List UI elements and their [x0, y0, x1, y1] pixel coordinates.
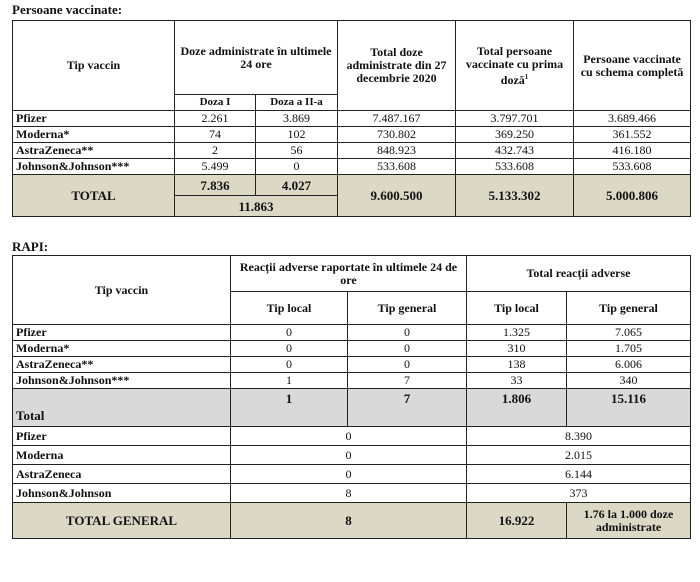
local-total-value: 33 — [467, 373, 567, 389]
local-24h-value: 1 — [231, 373, 348, 389]
table-row — [13, 484, 691, 503]
total-general-24h: 7 — [348, 389, 467, 427]
total-label: Total — [13, 389, 231, 427]
dose2-value: 0 — [256, 159, 338, 175]
dose2-value: 3.869 — [256, 111, 338, 127]
general-total-value: 340 — [567, 373, 691, 389]
reactions-total-value: 2.015 — [467, 446, 691, 465]
vaccine-name: Pfizer — [13, 325, 231, 341]
col-header-complete-scheme: Persoane vaccinate cu schema completă — [574, 21, 691, 111]
total-doses-sum: 9.600.500 — [338, 175, 456, 217]
vaccine-name: Pfizer — [13, 111, 175, 127]
first-dose-value: 369.250 — [456, 127, 574, 143]
table-row — [13, 159, 691, 175]
local-24h-value: 0 — [231, 341, 348, 357]
dose1-value: 74 — [175, 127, 256, 143]
vaccine-name: Moderna — [13, 446, 231, 465]
total-general-24h: 8 — [231, 503, 467, 539]
total-first-dose: 5.133.302 — [456, 175, 574, 217]
col-header-general-24h: Tip general — [348, 292, 467, 325]
general-total-value: 1.705 — [567, 341, 691, 357]
vaccinated-table — [12, 20, 691, 217]
general-24h-value: 0 — [348, 341, 467, 357]
col-header-total-reactions: Total reacții adverse — [467, 256, 691, 292]
reactions-total-value: 6.144 — [467, 465, 691, 484]
general-total-value: 6.006 — [567, 357, 691, 373]
total-local-total: 1.806 — [467, 389, 567, 427]
reactions-total-value: 373 — [467, 484, 691, 503]
table-row — [13, 446, 691, 465]
col-header-dose-2: Doza a II-a — [256, 95, 338, 111]
total-general-total: 15.116 — [567, 389, 691, 427]
total-local-24h: 1 — [231, 389, 348, 427]
total-general-row — [13, 503, 691, 539]
total-general-sum: 16.922 — [467, 503, 567, 539]
table-row — [13, 111, 691, 127]
table-row — [13, 373, 691, 389]
first-dose-value: 432.743 — [456, 143, 574, 159]
rapi-section-title: RAPI: — [12, 239, 49, 254]
reactions-total-value: 8.390 — [467, 427, 691, 446]
col-header-doses-24h: Doze administrate în ultimele 24 ore — [175, 21, 338, 95]
local-total-value: 310 — [467, 341, 567, 357]
complete-value: 416.180 — [574, 143, 691, 159]
total-dose2: 4.027 — [256, 175, 338, 196]
local-24h-value: 0 — [231, 357, 348, 373]
total-24h-sum: 11.863 — [175, 196, 338, 217]
vaccine-name: AstraZeneca — [13, 465, 231, 484]
first-dose-value: 533.608 — [456, 159, 574, 175]
total-doses-value: 730.802 — [338, 127, 456, 143]
general-24h-value: 7 — [348, 373, 467, 389]
dose1-value: 5.499 — [175, 159, 256, 175]
vaccine-name: Moderna* — [13, 127, 175, 143]
total-general-rate: 1.76 la 1.000 doze administrate — [567, 503, 691, 539]
total-doses-value: 848.923 — [338, 143, 456, 159]
adverse-reactions-table — [12, 255, 691, 539]
total-general-label: TOTAL GENERAL — [13, 503, 231, 539]
dose1-value: 2.261 — [175, 111, 256, 127]
total-row — [13, 389, 691, 427]
total-complete: 5.000.806 — [574, 175, 691, 217]
col-header-vaccine-type: Tip vaccin — [13, 21, 175, 111]
header-row — [13, 256, 691, 292]
col-header-local-24h: Tip local — [231, 292, 348, 325]
total-doses-value: 533.608 — [338, 159, 456, 175]
col-header-first-dose: Total persoane vaccinate cu prima doză$^1$ — [456, 21, 574, 111]
col-header-general-total: Tip general — [567, 292, 691, 325]
local-total-value: 138 — [467, 357, 567, 373]
total-label: TOTAL — [13, 175, 175, 217]
col-header-vaccine-type: Tip vaccin — [13, 256, 231, 325]
local-total-value: 1.325 — [467, 325, 567, 341]
dose2-value: 56 — [256, 143, 338, 159]
col-header-dose-1: Doza I — [175, 95, 256, 111]
reactions-24h-value: 0 — [231, 427, 467, 446]
total-doses-value: 7.487.167 — [338, 111, 456, 127]
col-header-local-total: Tip local — [467, 292, 567, 325]
complete-value: 361.552 — [574, 127, 691, 143]
complete-value: 3.689.466 — [574, 111, 691, 127]
header-row — [13, 21, 691, 95]
dose1-value: 2 — [175, 143, 256, 159]
general-24h-value: 0 — [348, 325, 467, 341]
col-header-total-doses: Total doze administrate din 27 decembrie 2020 — [338, 21, 456, 111]
table-row — [13, 427, 691, 446]
vaccine-name: AstraZeneca** — [13, 357, 231, 373]
dose2-value: 102 — [256, 127, 338, 143]
vaccine-name: Moderna* — [13, 341, 231, 357]
table-row — [13, 127, 691, 143]
vaccine-name: Pfizer — [13, 427, 231, 446]
reactions-24h-value: 0 — [231, 465, 467, 484]
reactions-24h-value: 8 — [231, 484, 467, 503]
col-header-reactions-24h: Reacții adverse raportate în ultimele 24 de ore — [231, 256, 467, 292]
general-total-value: 7.065 — [567, 325, 691, 341]
vaccinated-section-title: Persoane vaccinate: — [12, 2, 123, 17]
table-row — [13, 341, 691, 357]
vaccine-name: Johnson&Johnson — [13, 484, 231, 503]
complete-value: 533.608 — [574, 159, 691, 175]
table-row — [13, 325, 691, 341]
local-24h-value: 0 — [231, 325, 348, 341]
vaccine-name: Johnson&Johnson*** — [13, 159, 175, 175]
total-dose1: 7.836 — [175, 175, 256, 196]
vaccine-name: Johnson&Johnson*** — [13, 373, 231, 389]
first-dose-value: 3.797.701 — [456, 111, 574, 127]
total-row — [13, 175, 691, 196]
vaccine-name: AstraZeneca** — [13, 143, 175, 159]
table-row — [13, 357, 691, 373]
general-24h-value: 0 — [348, 357, 467, 373]
table-row — [13, 143, 691, 159]
table-row — [13, 465, 691, 484]
reactions-24h-value: 0 — [231, 446, 467, 465]
